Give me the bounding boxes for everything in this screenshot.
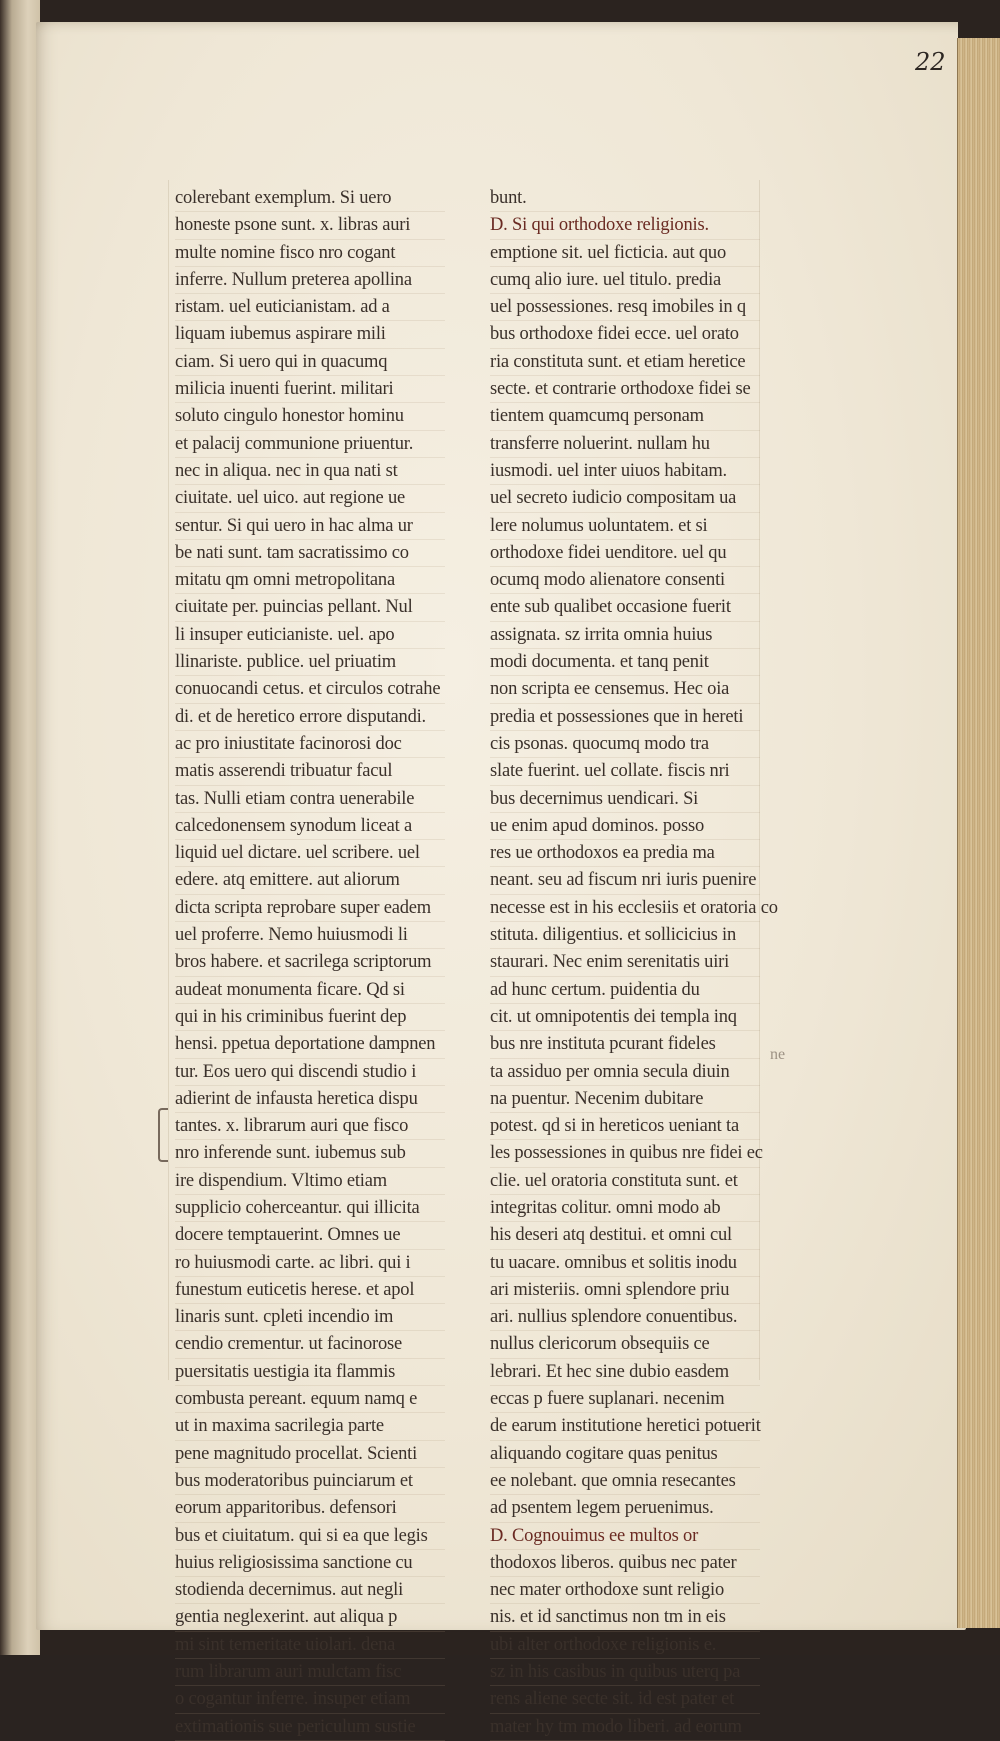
text-line: audeat monumenta ficare. Qd si xyxy=(175,977,445,1004)
text-line: milicia inuenti fuerint. militari xyxy=(175,376,445,403)
text-line: di. et de heretico errore disputandi. xyxy=(175,704,445,731)
text-line: be nati sunt. tam sacratissimo co xyxy=(175,540,445,567)
text-line: ta assiduo per omnia secula diuin xyxy=(490,1059,760,1086)
text-line: pene magnitudo procellat. Scienti xyxy=(175,1441,445,1468)
text-line: ee nolebant. que omnia resecantes xyxy=(490,1468,760,1495)
text-line: D. Si qui orthodoxe religionis. xyxy=(490,212,760,239)
text-line: integritas colitur. omni modo ab xyxy=(490,1195,760,1222)
text-line: potest. qd si in hereticos ueniant ta xyxy=(490,1113,760,1140)
text-line: ac pro iniustitate facinorosi doc xyxy=(175,731,445,758)
text-line: lere nolumus uoluntatem. et si xyxy=(490,513,760,540)
text-line: modi documenta. et tanq penit xyxy=(490,649,760,676)
text-line: rum librarum auri mulctam fisc xyxy=(175,1659,445,1686)
text-line: liquid uel dictare. uel scribere. uel xyxy=(175,840,445,867)
marginal-bracket xyxy=(158,1108,168,1162)
text-line: uel secreto iudicio compositam ua xyxy=(490,485,760,512)
text-line: puersitatis uestigia ita flammis xyxy=(175,1359,445,1386)
text-line: sz in his casibus in quibus uterq pa xyxy=(490,1659,760,1686)
text-line: ari. nullius splendore conuentibus. xyxy=(490,1304,760,1331)
text-line: soluto cingulo honestor hominu xyxy=(175,403,445,430)
text-line: colerebant exemplum. Si uero xyxy=(175,185,445,212)
text-line: edere. atq emittere. aut aliorum xyxy=(175,867,445,894)
text-line: slate fuerint. uel collate. fiscis nri xyxy=(490,758,760,785)
text-line: honeste psone sunt. x. libras auri xyxy=(175,212,445,239)
text-line: bus nre instituta pcurant fideles xyxy=(490,1031,760,1058)
text-line: secte. et contrarie orthodoxe fidei se xyxy=(490,376,760,403)
text-line: hensi. ppetua deportatione dampnen xyxy=(175,1031,445,1058)
text-line: orthodoxe fidei uenditore. uel qu xyxy=(490,540,760,567)
text-line: docere temptauerint. Omnes ue xyxy=(175,1222,445,1249)
text-line: nro inferende sunt. iubemus sub xyxy=(175,1140,445,1167)
text-line: ciam. Si uero qui in quacumq xyxy=(175,349,445,376)
text-line: transferre noluerint. nullam hu xyxy=(490,431,760,458)
text-line: clie. uel oratoria constituta sunt. et xyxy=(490,1168,760,1195)
text-line: eccas p fuere suplanari. necenim xyxy=(490,1386,760,1413)
text-line: his deseri atq destitui. et omni cul xyxy=(490,1222,760,1249)
text-line: ocumq modo alienatore consenti xyxy=(490,567,760,594)
text-line: inferre. Nullum preterea apollina xyxy=(175,267,445,294)
text-line: ente sub qualibet occasione fuerit xyxy=(490,594,760,621)
page-fore-edge xyxy=(957,38,1000,1628)
margin-note-right: ne xyxy=(770,1046,786,1063)
text-line: nullus clericorum obsequiis ce xyxy=(490,1331,760,1358)
text-line: ciuitate. uel uico. aut regione ue xyxy=(175,485,445,512)
facing-page-edge xyxy=(0,0,40,1655)
text-line: cis psonas. quocumq modo tra xyxy=(490,731,760,758)
text-line: bunt. xyxy=(490,185,760,212)
text-line: matis asserendi tribuatur facul xyxy=(175,758,445,785)
text-line: tas. Nulli etiam contra uenerabile xyxy=(175,786,445,813)
text-line: nec in aliqua. nec in qua nati st xyxy=(175,458,445,485)
text-line: ro huiusmodi carte. ac libri. qui i xyxy=(175,1250,445,1277)
text-line: rens aliene secte sit. id est pater et xyxy=(490,1686,760,1713)
text-line: liquam iubemus aspirare mili xyxy=(175,321,445,348)
text-line: calcedonensem synodum liceat a xyxy=(175,813,445,840)
text-line: ad psentem legem peruenimus. xyxy=(490,1495,760,1522)
text-line: tu uacare. omnibus et solitis inodu xyxy=(490,1250,760,1277)
text-line: eorum apparitoribus. defensori xyxy=(175,1495,445,1522)
text-line: gentia neglexerint. aut aliqua p xyxy=(175,1604,445,1631)
text-line: aliquando cogitare quas penitus xyxy=(490,1441,760,1468)
text-line: cit. ut omnipotentis dei templa inq xyxy=(490,1004,760,1031)
text-line: sentur. Si qui uero in hac alma ur xyxy=(175,513,445,540)
text-line: uel proferre. Nemo huiusmodi li xyxy=(175,922,445,949)
text-line: cendio crementur. ut facinorose xyxy=(175,1331,445,1358)
text-line: stituta. diligentius. et sollicicius in xyxy=(490,922,760,949)
text-line: predia et possessiones que in hereti xyxy=(490,704,760,731)
text-line: tur. Eos uero qui discendi studio i xyxy=(175,1059,445,1086)
text-line: staurari. Nec enim serenitatis uiri xyxy=(490,949,760,976)
text-line: D. Cognouimus ee multos or xyxy=(490,1523,760,1550)
text-line: supplicio coherceantur. qui illicita xyxy=(175,1195,445,1222)
text-line: tientem quamcumq personam xyxy=(490,403,760,430)
text-line: res ue orthodoxos ea predia ma xyxy=(490,840,760,867)
text-line: cumq alio iure. uel titulo. predia xyxy=(490,267,760,294)
text-line: ubi alter orthodoxe religionis e. xyxy=(490,1632,760,1659)
text-line: combusta pereant. equum namq e xyxy=(175,1386,445,1413)
text-line: ad hunc certum. puidentia du xyxy=(490,977,760,1004)
text-line: nis. et id sanctimus non tm in eis xyxy=(490,1604,760,1631)
text-line: ciuitate per. puincias pellant. Nul xyxy=(175,594,445,621)
text-line: neant. seu ad fiscum nri iuris puenire xyxy=(490,867,760,894)
text-line: ut in maxima sacrilegia parte xyxy=(175,1413,445,1440)
text-line: mi sint temeritate uiolari. dena xyxy=(175,1632,445,1659)
text-line: qui in his criminibus fuerint dep xyxy=(175,1004,445,1031)
text-line: emptione sit. uel ficticia. aut quo xyxy=(490,240,760,267)
text-line: les possessiones in quibus nre fidei ec xyxy=(490,1140,760,1167)
text-line: tantes. x. librarum auri que fisco xyxy=(175,1113,445,1140)
text-line: lebrari. Et hec sine dubio easdem xyxy=(490,1359,760,1386)
text-line: nec mater orthodoxe sunt religio xyxy=(490,1577,760,1604)
text-line: extimationis sue periculum sustie xyxy=(175,1714,445,1741)
text-line: et palacij communione priuentur. xyxy=(175,431,445,458)
text-line: de earum institutione heretici potuerit xyxy=(490,1413,760,1440)
text-line: non scripta ee censemus. Hec oia xyxy=(490,676,760,703)
left-text-column xyxy=(175,185,445,1741)
text-line: funestum euticetis herese. et apol xyxy=(175,1277,445,1304)
text-line: na puentur. Necenim dubitare xyxy=(490,1086,760,1113)
text-line: ue enim apud dominos. posso xyxy=(490,813,760,840)
text-line: multe nomine fisco nro cogant xyxy=(175,240,445,267)
text-line: iusmodi. uel inter uiuos habitam. xyxy=(490,458,760,485)
text-line: bros habere. et sacrilega scriptorum xyxy=(175,949,445,976)
text-line: uel possessiones. resq imobiles in q xyxy=(490,294,760,321)
text-line: huius religiosissima sanctione cu xyxy=(175,1550,445,1577)
text-line: ristam. uel euticianistam. ad a xyxy=(175,294,445,321)
text-line: llinariste. publice. uel priuatim xyxy=(175,649,445,676)
text-line: adierint de infausta heretica dispu xyxy=(175,1086,445,1113)
text-line: ire dispendium. Vltimo etiam xyxy=(175,1168,445,1195)
text-line: mater hy tm modo liberi. ad eorum xyxy=(490,1714,760,1741)
right-text-column xyxy=(490,185,778,1741)
text-line: bus et ciuitatum. qui si ea que legis xyxy=(175,1523,445,1550)
text-line: bus decernimus uendicari. Si xyxy=(490,786,760,813)
book-top-shadow xyxy=(958,0,1000,40)
text-line: stodienda decernimus. aut negli xyxy=(175,1577,445,1604)
text-line: bus moderatoribus puinciarum et xyxy=(175,1468,445,1495)
text-line: necesse est in his ecclesiis et oratoria co xyxy=(490,895,760,922)
text-line: o cogantur inferre. insuper etiam xyxy=(175,1686,445,1713)
text-line: conuocandi cetus. et circulos cotrahe xyxy=(175,676,445,703)
text-line: assignata. sz irrita omnia huius xyxy=(490,622,760,649)
text-line: ria constituta sunt. et etiam heretice xyxy=(490,349,760,376)
text-line: linaris sunt. cpleti incendio im xyxy=(175,1304,445,1331)
folio-number: 22 xyxy=(915,48,946,76)
text-line: mitatu qm omni metropolitana xyxy=(175,567,445,594)
text-line: bus orthodoxe fidei ecce. uel orato xyxy=(490,321,760,348)
text-line: thodoxos liberos. quibus nec pater xyxy=(490,1550,760,1577)
text-line: li insuper euticianiste. uel. apo xyxy=(175,622,445,649)
text-line: ari misteriis. omni splendore priu xyxy=(490,1277,760,1304)
text-line: dicta scripta reprobare super eadem xyxy=(175,895,445,922)
